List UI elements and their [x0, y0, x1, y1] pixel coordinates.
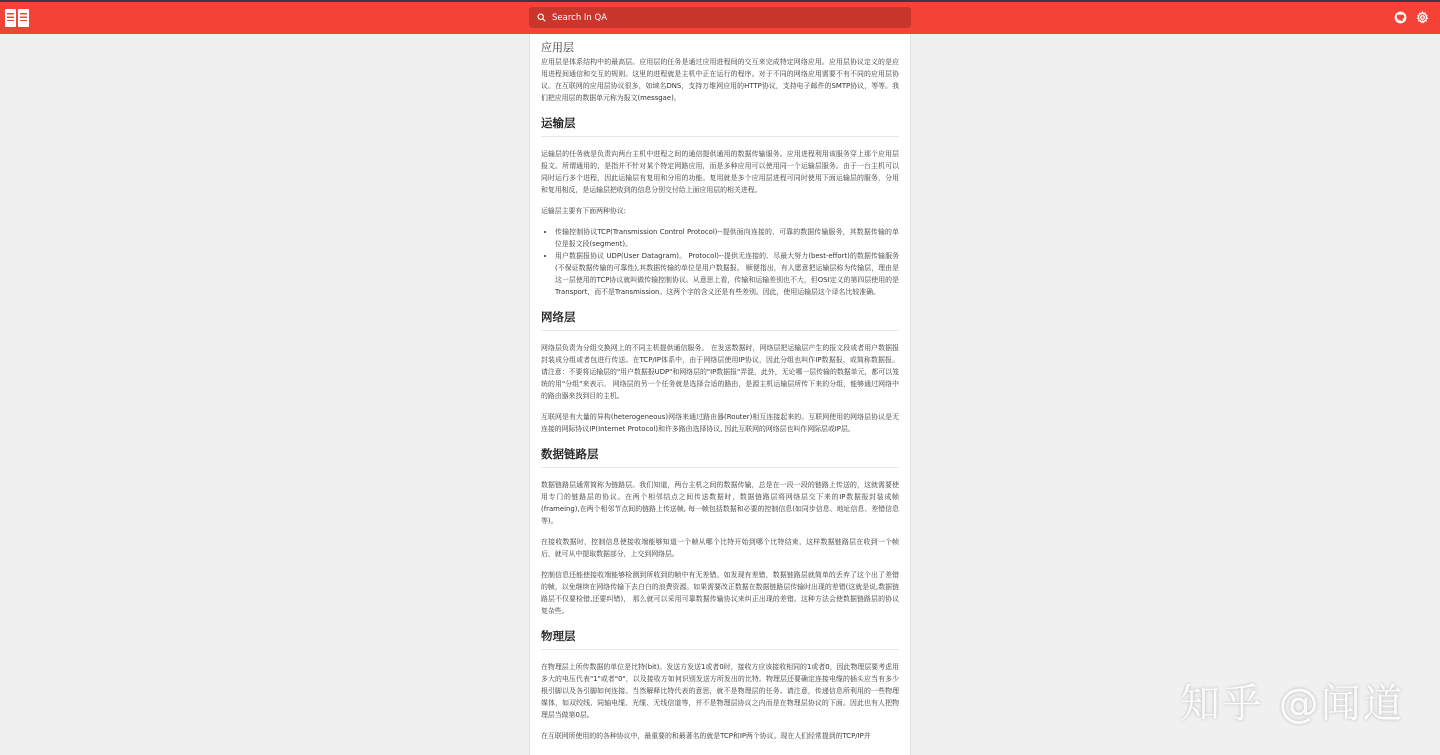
heading-datalink: 数据链路层 — [541, 447, 899, 468]
search-icon — [537, 13, 546, 22]
application-paragraph: 应用层是体系结构中的最高层。应用层的任务是通过应用进程间的交互来完成特定网络应用。应用层协议定义的是应用进程间通信和交互的规则。这里的进程就是主机中正在运行的程序。对于不同的网络应用需要不有不同的应用层协议。在互联网的应用层协议很多，如域名DNS，支持万维网应用的HTTP协议，支持电子邮件的SMTP协议，等等。我们把应用层的数据单元称为报文(messgae)。 — [541, 58, 899, 102]
github-icon[interactable] — [1394, 11, 1407, 24]
gear-icon[interactable] — [1416, 11, 1429, 24]
search-placeholder: Search In QA — [552, 12, 608, 23]
list-item: • 传输控制协议TCP(Transmission Control Protocol)--提供面向连接的、可靠的数据传输服务，其数据传输的单位是报文段(segment)。 — [555, 226, 899, 250]
transport-paragraph-1: 运输层的任务就是负责向两台主机中进程之间的通信提供通用的数据传输服务。应用进程利用该服务穿上那个应用层报文。所谓通用的，是指并不针对某个特定网路应用，而是多种应用可以使用同一个运输层服务。由于一台主机可以同时运行多个进程，因此运输层有复用和分用的功能。复用就是多个应用层进程可同时使用下面运输层的服务，分用和复用相反，是运输层把收到的信息分别交付给上面应用层的相关进程。 — [541, 150, 899, 194]
heading-transport: 运输层 — [541, 116, 899, 137]
physical-paragraph-1: 在物理层上所传数据的单位是比特(bit)。发送方发送1或者0时，接收方应该接收相同的1或者0，因此物理层要考虑用多大的电压代表"1"或者"0"，以及接收方如何识别发送方所发出的比特。物理层还要确定连接电缆的插头应当有多少根引脚以及各引脚如何连接。当然解释比特代表的意思，就不是物理层的任务。请注意，传递信息所利用的一些物理媒体，如双绞线、同轴电缆、光缆、无线信道等，并不是物理层协议之内而是在物理层协议的下面。因此也有人把物理层当做第0层。 — [541, 663, 899, 719]
network-paragraph-1: 网络层负责为分组交换网上的不同主机提供通信服务。 在发送数据时，网络层把运输层产生的报文段或者用户数据报封装成分组或者包进行传送。在TCP/IP体系中，由于网络层使用IP协议，因此分组也叫作IP数据报，或简称数据报。 请注意：不要将运输层的"用户数据报UDP"和网络层的"IP数据报"弄混，此外，无论哪一层传输的数据单元，都可以笼统的用"分组"来表示。 网络层的另一个任务就是选择合适的路由，是源主机运输层所传下来的分组，能够通过网络中的路由器来找到目的主机。 — [541, 344, 899, 400]
transport-paragraph-2: 运输层主要有下面两种协议: — [541, 207, 627, 215]
physical-paragraph-2: 在互联网所使用的的各种协议中，最重要的和最著名的就是TCP和IP两个协议。现在人们经常提到的TCP/IP并 — [541, 732, 871, 740]
transport-protocol-list — [555, 226, 899, 298]
network-paragraph-2: 互联网是有大量的异构(heterogeneous)网络来通过路由器(Router)相互连接起来的。互联网使用的网络层协议是无连接的网际协议IP(Internet Protocol)和许多路由选择协议, 因此互联网的网络层也叫作网际层或IP层。 — [541, 413, 899, 433]
datalink-paragraph-1: 数据链路层通常简称为链路层。我们知道，两台主机之间的数据传输，总是在一段一段的链路上传送的，这就需要使用专门的链路层的协议。在两个相邻结点之间传送数据时，数据链路层将网络层交下来的IP数据报封装成帧(frameing),在两个相邻节点间的链路上传送帧, 每一帧包括数据和必要的控制信息(如同步信息、地址信息、差错信息等)。 — [541, 481, 899, 525]
search-box[interactable] — [529, 7, 911, 28]
datalink-paragraph-2: 在接收数据时，控制信息使接收端能够知道一个帧从哪个比特开始到哪个比特结束，这样数据链路层在收到一个帧后，就可从中提取数据部分，上交到网络层。 — [541, 538, 899, 558]
menu-book-icon[interactable] — [5, 9, 29, 27]
heading-physical: 物理层 — [541, 629, 899, 650]
heading-network: 网络层 — [541, 310, 899, 331]
datalink-paragraph-3: 控制信息还能使接收端能够检测到所收到的帧中有无差错。如发现有差错，数据链路层就简单的丢弃了这个出了差错的帧，以免继续在网络传输下去白白的浪费资源。如果需要改正数据在数据链路层传输时出现的差错(这就是说,数据链路层不仅要检错,还要纠错)， 那么就可以采用可靠数据传输协议来纠正出现的差错。这种方法会使数据链路层的协议复杂些。 — [541, 571, 899, 615]
zhihu-watermark: 知乎 @闻道 — [1180, 681, 1405, 727]
list-item: • 用户数据报协议 UDP(User Datagram)。 Protocol)--提供无连接的、尽最大努力(best-effort)的数据传输服务(不保证数据传输的可靠性),其数据传输的单位是用户数据报。 顺便指出，有人愿意把运输层称为传输层，理由是这一层使用的TCP协议就叫做传输控制协议。从意思上看，传输和运输差别也不大，但OSI定义的第四层使用的是Transport，而不是Transmission。这两个字的含义还是有些差别。因此，使用运输层这个译名比较准确。 — [555, 250, 899, 298]
article-content — [529, 34, 911, 755]
cut-off-heading: 应用层 — [541, 41, 574, 54]
top-app-bar — [0, 0, 1440, 34]
